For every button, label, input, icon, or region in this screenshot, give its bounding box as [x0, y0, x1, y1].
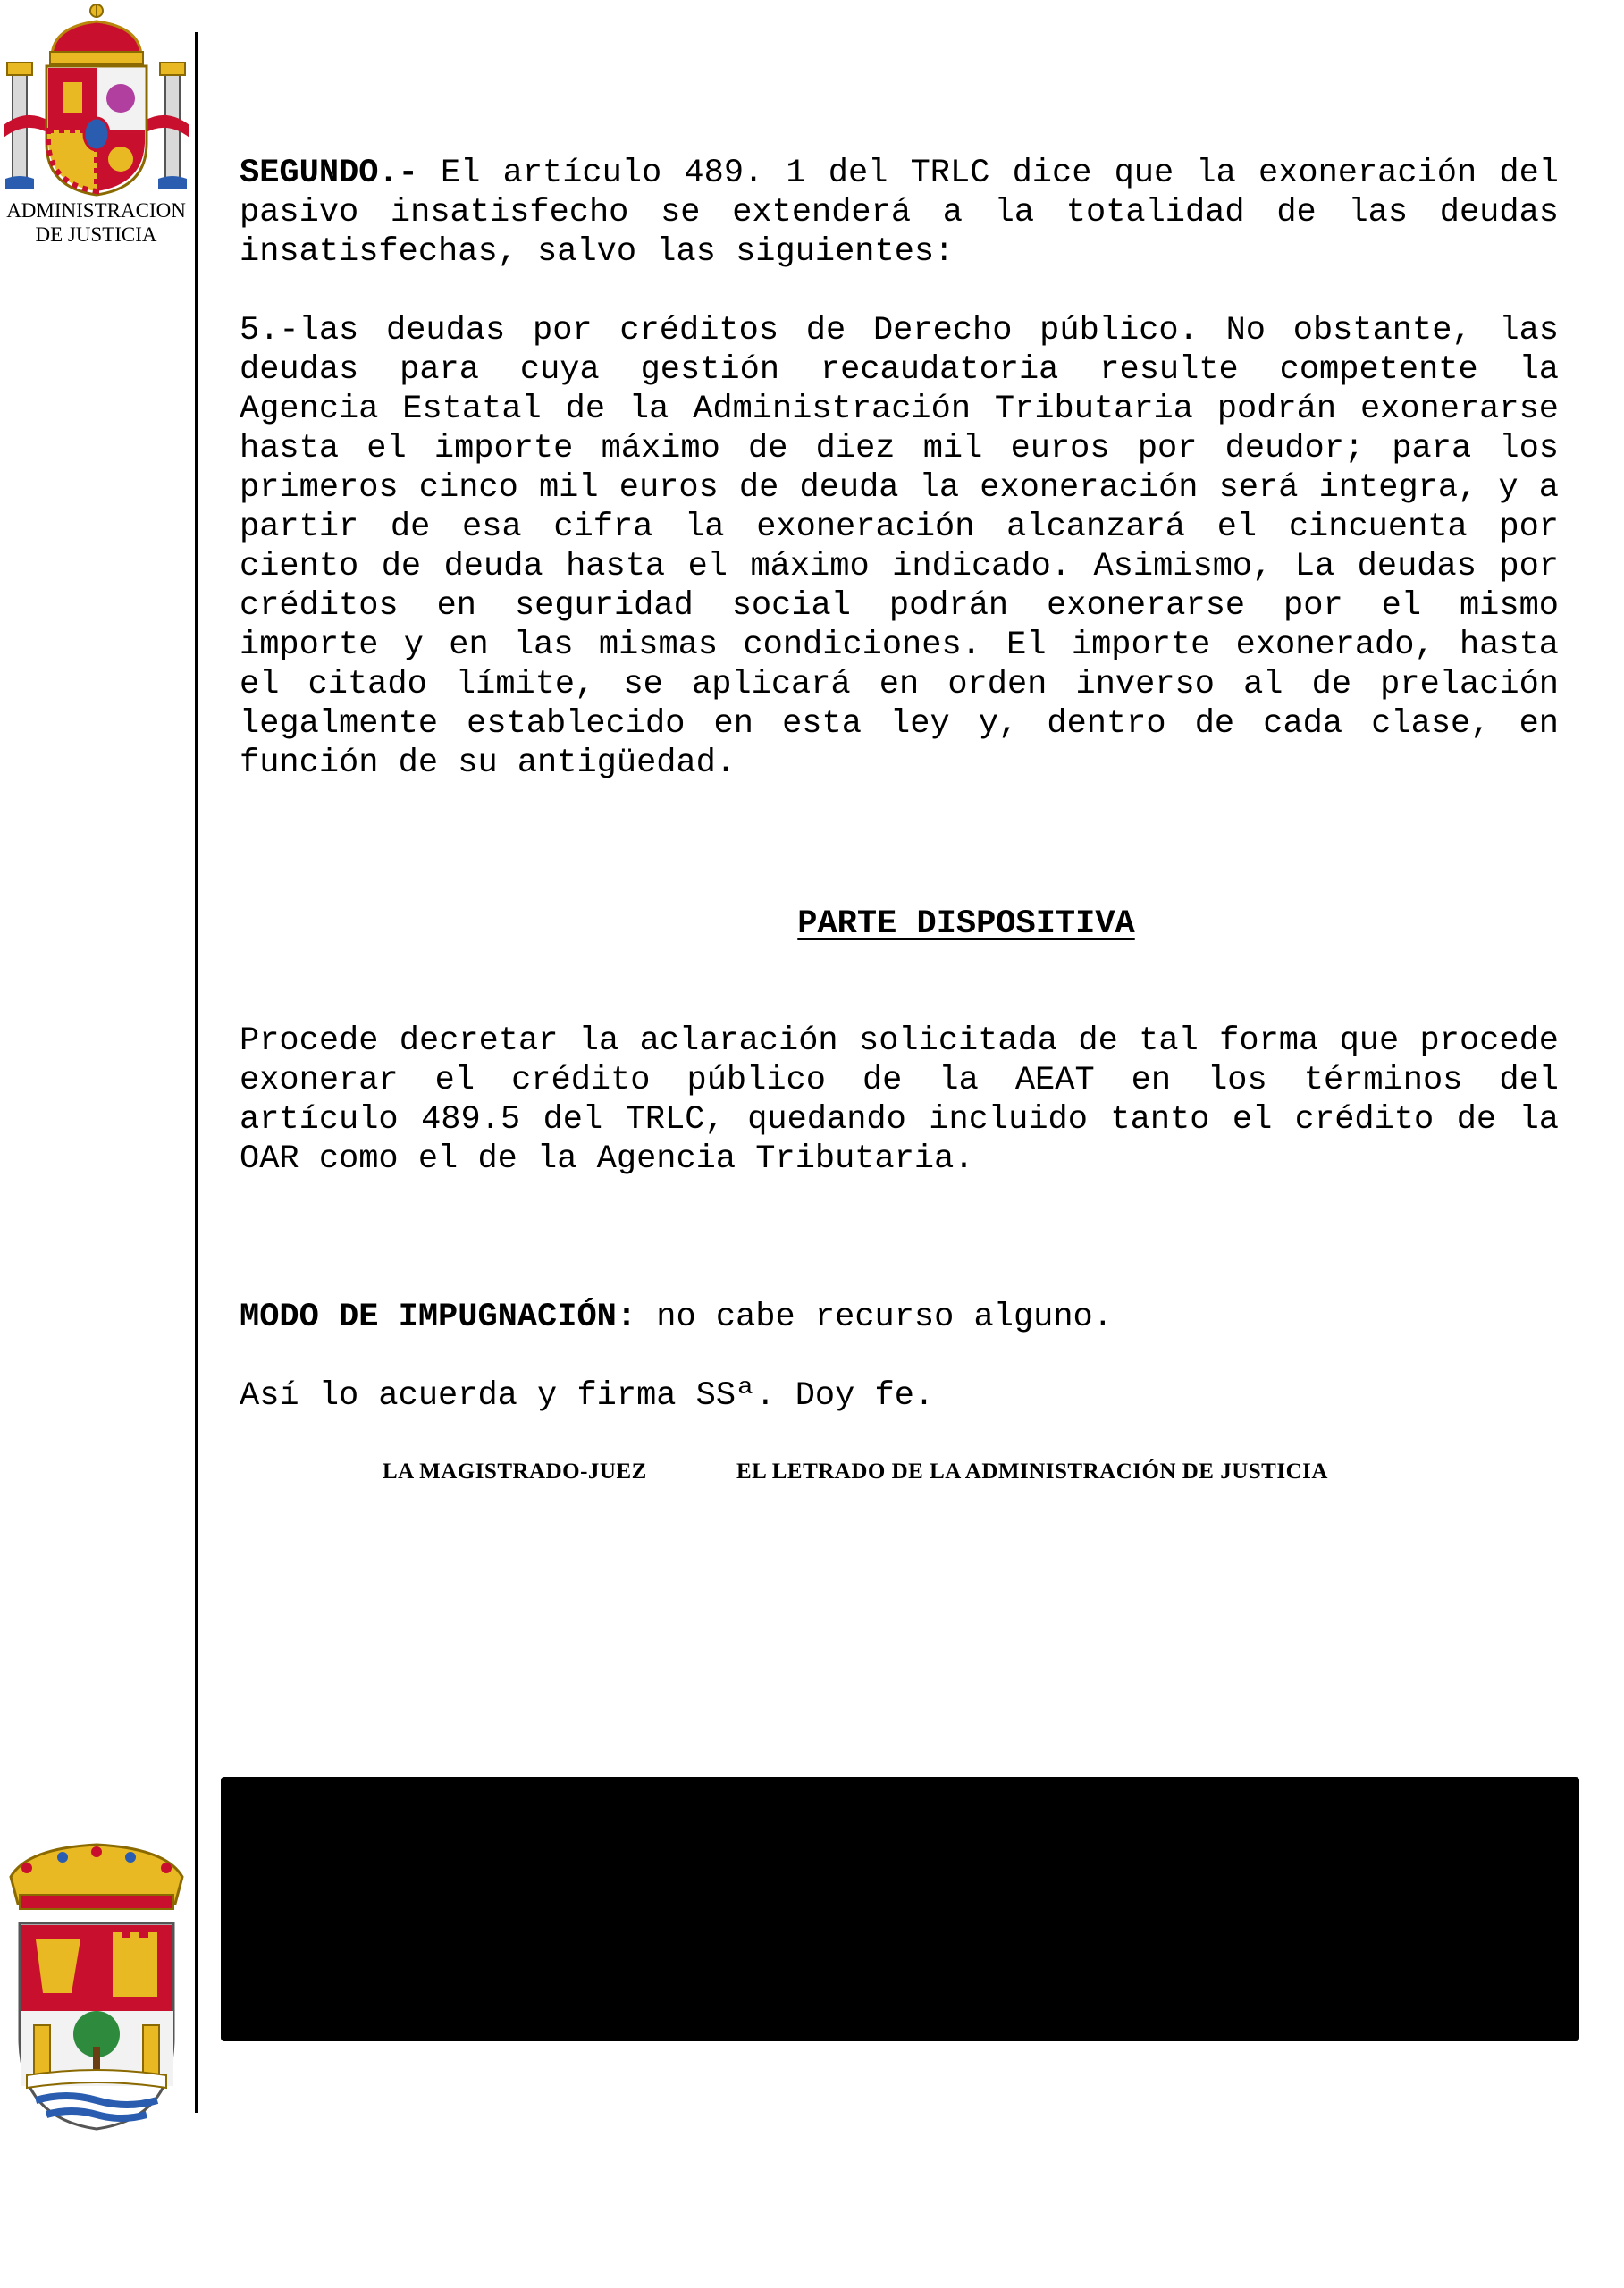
- dispositive-paragraph: Procede decretar la aclaración solicitada de tal forma que procede exonerar el crédito público de la AEAT en los términos del artículo 489.5 del TRLC, quedando incluido tanto el crédito de la OAR como el de la Agencia Tributaria.: [240, 1022, 1559, 1178]
- caption-line-2: DE JUSTICIA: [35, 223, 157, 246]
- appeal-label: MODO DE IMPUGNACIÓN:: [240, 1299, 637, 1336]
- appeal-text: no cabe recurso alguno.: [636, 1299, 1113, 1336]
- document-body: [240, 154, 1559, 783]
- clerk-signature-label: EL LETRADO DE LA ADMINISTRACIÓN DE JUSTICIA: [736, 1459, 1328, 1484]
- appeal-line: [240, 1298, 1559, 1337]
- caption-line-1: ADMINISTRACION: [6, 199, 186, 222]
- segundo-paragraph: [240, 154, 1559, 272]
- point-5-paragraph: 5.-las deudas por créditos de Derecho público. No obstante, las deudas para cuya gestión recaudatoria resulte competente la Agencia Estatal de la Administración Tributaria podrán exonerarse hasta el importe máximo de diez mil euros por deudor; para los primeros cinco mil euros de deuda la exoneración será integra, y a partir de esa cifra la exoneración alcanzará el cincuenta por ciento de deuda hasta el máximo indicado. Asimismo, La deudas por créditos en seguridad social podrán exonerarse por el mismo importe y en las mismas condiciones. El importe exonerado, hasta el citado límite, se aplicará en orden inverso al de prelación legalmente establecido en esta ley y, dentro de cada clase, en función de su antigüedad.: [240, 312, 1559, 782]
- administration-caption: [0, 198, 192, 247]
- redaction-block: [221, 1777, 1579, 2041]
- segundo-text: El artículo 489. 1 del TRLC dice que la exoneración del pasivo insatisfecho se extenderá a la totalidad de las deudas insatisfechas, salvo las siguientes:: [240, 155, 1559, 271]
- margin-divider: [195, 32, 198, 2113]
- judge-signature-label: LA MAGISTRADO-JUEZ: [383, 1459, 647, 1484]
- parte-dispositiva-heading: PARTE DISPOSITIVA: [797, 905, 1135, 943]
- section-heading: [240, 904, 1559, 944]
- extremadura-coat-of-arms-logo: [0, 1841, 192, 2136]
- closing-line: Así lo acuerda y firma SSª. Doy fe.: [240, 1377, 935, 1415]
- segundo-label: SEGUNDO.-: [240, 155, 418, 192]
